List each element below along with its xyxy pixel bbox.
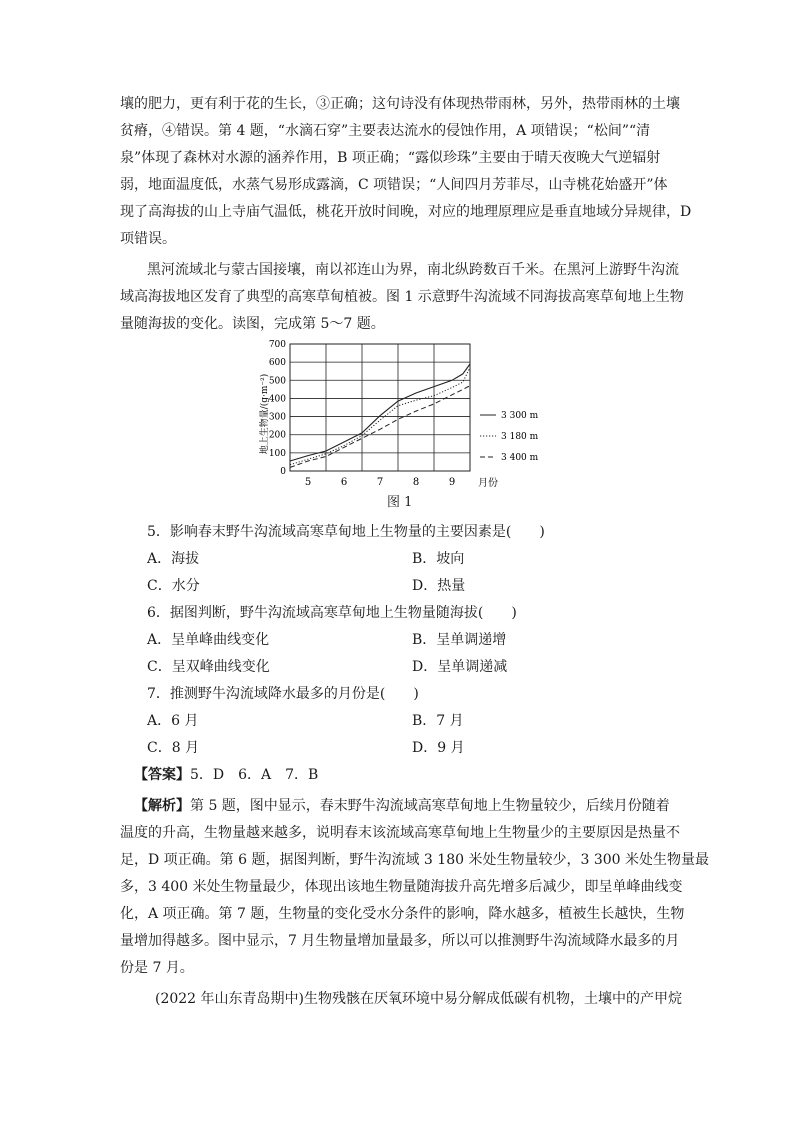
plot-frame — [290, 344, 470, 471]
text-line: 弱，地面温度低，水蒸气易形成露滴，C 项错误；“人间四月芳菲尽，山寺桃花始盛开”体 — [120, 177, 668, 193]
option: A．海拔 — [147, 551, 200, 567]
x-tick-label: 6 — [340, 477, 348, 488]
analysis-line: 化，A 项正确。第 7 题，生物量的变化受水分条件的影响，降水越多，植被生长越快，生物 — [120, 906, 685, 922]
analysis-first-line — [134, 799, 670, 813]
y-tick-label: 300 — [268, 412, 286, 423]
y-tick-label: 600 — [268, 358, 286, 369]
legend-label: 3 400 m — [501, 453, 539, 463]
option: C．呈双峰曲线变化 — [147, 659, 270, 675]
figure-caption: 图 1 — [387, 495, 413, 510]
series-line-3 — [290, 386, 470, 468]
series-line-1 — [290, 364, 470, 461]
option: D．9 月 — [412, 740, 465, 756]
x-tick-label: 5 — [304, 477, 312, 488]
y-tick-label: 200 — [268, 430, 286, 441]
x-tick-label: 8 — [412, 477, 420, 488]
option: D．热量 — [412, 578, 466, 594]
x-tick-label: 9 — [448, 477, 456, 488]
y-tick-label: 100 — [268, 448, 286, 459]
y-tick-label: 500 — [268, 376, 286, 387]
legend-label: 3 180 m — [501, 432, 539, 442]
option: A．6 月 — [147, 713, 199, 729]
option: C．8 月 — [147, 740, 200, 756]
text-line: 项错误。 — [120, 231, 176, 247]
legend-label: 3 300 m — [501, 411, 539, 421]
y-tick-label: 0 — [280, 467, 286, 477]
option: B．呈单调递增 — [412, 632, 507, 648]
x-axis-label: 月份 — [478, 478, 498, 489]
analysis-line: 温度的升高，生物量越来越多，说明春末该流域高寒草甸地上生物量少的主要原因是热量不 — [120, 825, 680, 841]
analysis-line: 足，D 项正确。第 6 题，据图判断，野牛沟流域 3 180 米处生物量较少，3 300 米处生物量最 — [120, 852, 709, 868]
analysis-line: 份是 7 月。 — [120, 960, 194, 976]
intro-line: 域高海拔地区发育了典型的高寒草甸植被。图 1 示意野牛沟流域不同海拔高寒草甸地上生物 — [120, 289, 684, 305]
next-question-intro: (2022 年山东青岛期中)生物残骸在厌氧环境中易分解成低碳有机物，土壤中的产甲烷 — [155, 991, 683, 1007]
analysis-line: 多，3 400 米处生物量最少，体现出该地生物量随海拔升高先增多后减少，即呈单峰曲线变 — [120, 879, 683, 895]
figure-1 — [256, 334, 556, 496]
option: C．水分 — [147, 578, 200, 594]
x-tick-label: 7 — [376, 477, 384, 488]
option: D．呈单调递减 — [412, 659, 508, 675]
analysis-text: 第 5 题，图中显示，春末野牛沟流域高寒草甸地上生物量较少，后续月份随着 — [190, 798, 670, 814]
analysis-line: 量增加得越多。图中显示，7 月生物量增加量最多，所以可以推测野牛沟流域降水最多的月 — [120, 933, 680, 949]
y-tick-label: 400 — [268, 394, 286, 405]
option: B．7 月 — [412, 713, 464, 729]
y-tick-label: 700 — [268, 340, 286, 350]
text-line: 现了高海拔的山上寺庙气温低，桃花开放时间晚，对应的地理原理应是垂直地域分异规律，D — [120, 204, 692, 220]
question-stem: 5．影响春末野牛沟流域高寒草甸地上生物量的主要因素是( ) — [147, 524, 545, 540]
y-axis-label: 地上生物量/(g·m⁻²) — [260, 373, 270, 455]
text-line: 泉”体现了森林对水源的涵养作用，B 项正确；“露似珍珠”主要由于晴天夜晚大气逆辐射 — [120, 150, 661, 166]
text-line: 壤的肥力，更有利于花的生长，③正确；这句诗没有体现热带雨林，另外，热带雨林的土壤 — [120, 96, 680, 112]
text-line: 贫瘠，④错误。第 4 题，“水滴石穿”主要表达流水的侵蚀作用，A 项错误；“松间”“清 — [120, 123, 651, 139]
option: A．呈单峰曲线变化 — [147, 632, 270, 648]
intro-line: 量随海拔的变化。读图，完成第 5～7 题。 — [120, 316, 385, 332]
question-stem: 7．推测野牛沟流域降水最多的月份是( ) — [147, 686, 419, 702]
analysis-label: 【解析】 — [134, 798, 190, 814]
option: B．坡向 — [412, 551, 465, 567]
question-stem: 6．据图判断，野牛沟流域高寒草甸地上生物量随海拔( ) — [147, 605, 517, 621]
answer-text: 5．D 6．A 7．B — [190, 767, 319, 783]
intro-line: 黑河流域北与蒙古国接壤，南以祁连山为界，南北纵跨数百千米。在黑河上游野牛沟流 — [147, 262, 679, 278]
biomass-chart — [256, 334, 556, 496]
answer-label: 【答案】 — [134, 767, 190, 783]
answer-line — [134, 768, 318, 782]
